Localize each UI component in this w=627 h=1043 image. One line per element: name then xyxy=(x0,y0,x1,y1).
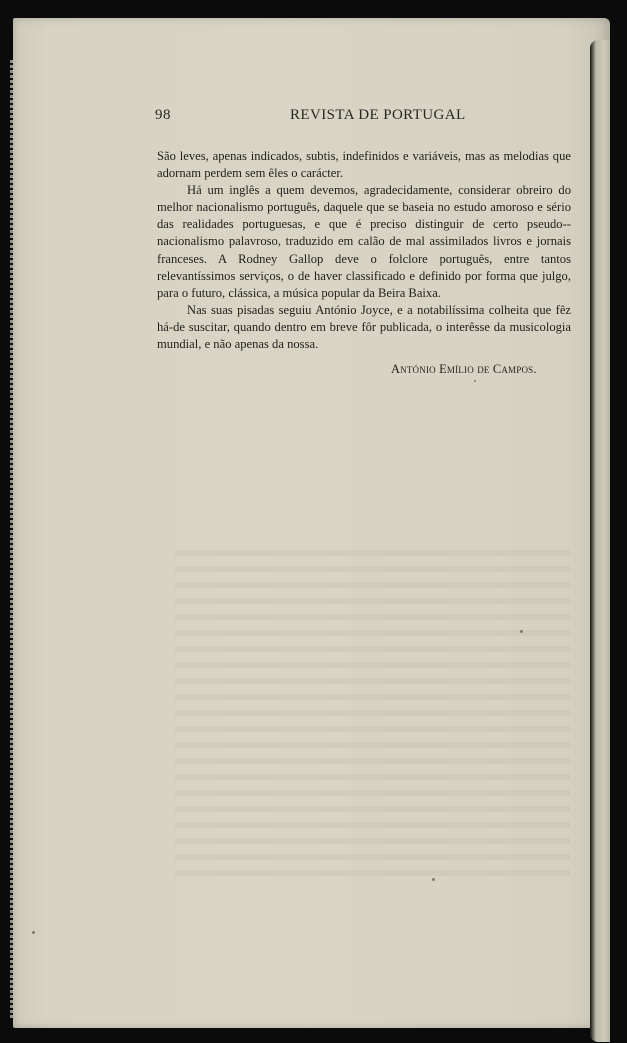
page-number: 98 xyxy=(155,107,171,123)
paper-speck xyxy=(520,630,523,633)
running-head xyxy=(155,107,466,127)
paragraph-1: São leves, apenas indicados, subtis, indefinidos e variáveis, mas as melodias que adornam perdem sem êles o carácter. xyxy=(157,149,571,181)
page-gutter-edge xyxy=(590,40,610,1042)
paper-speck xyxy=(474,380,476,382)
paragraph-3: Nas suas pisadas seguiu António Joyce, e a notabilíssima colheita que fêz há-de suscitar, quando dentro em breve fôr publicada, o interêsse da musicologia mundial, e não apenas da nossa. xyxy=(157,302,571,352)
journal-title: REVISTA DE PORTUGAL xyxy=(290,107,466,123)
article-body xyxy=(157,148,571,353)
paper-speck xyxy=(32,931,35,934)
bleed-through-texture xyxy=(175,540,570,880)
paragraph-2: Há um inglês a quem devemos, agradecidamente, considerar obreiro do melhor nacionalismo português, daquele que se baseia no estudo amoroso e sério das realidades portuguesas, e que é preciso distinguir de certo pseudo--nacionalismo palavroso, traduzido em calão de mal assimilados livros e jornais franceses. A Rodney Gallop deve o folclore português, entre tantos relevantíssimos serviços, o de haver classificado e definido por forma que julgo, para o futuro, clássica, a música popular da Beira Baixa. xyxy=(157,183,571,300)
paper-speck xyxy=(432,878,435,881)
author-signature: António Emílio de Campos. xyxy=(391,362,537,376)
